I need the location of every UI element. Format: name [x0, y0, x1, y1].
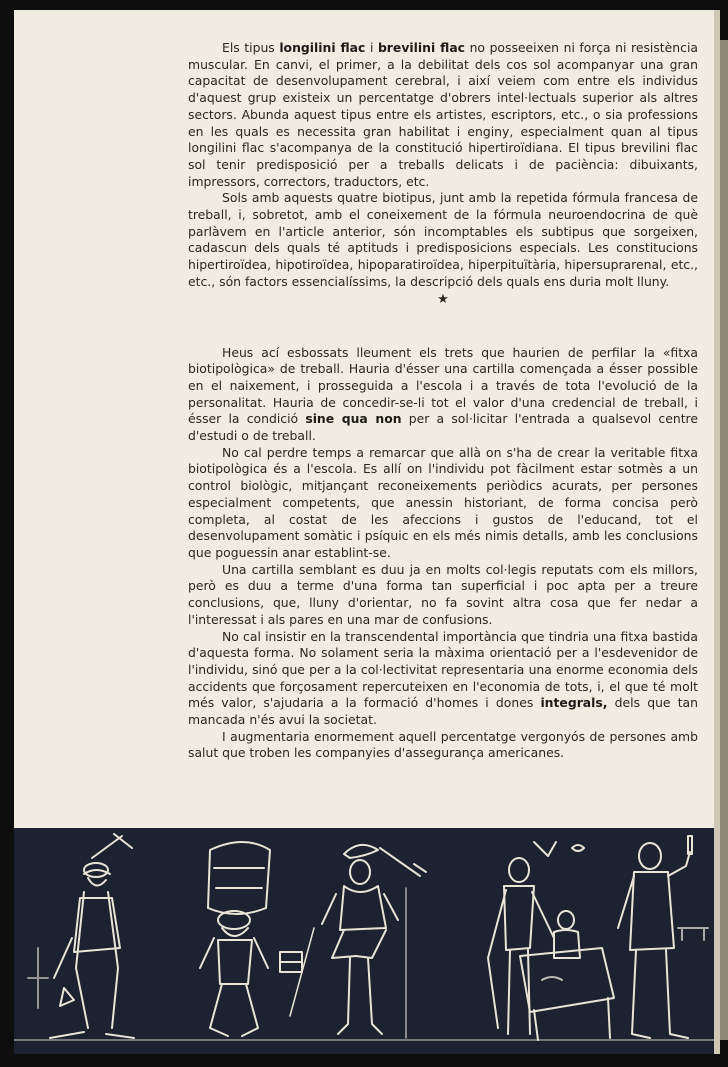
- bold-term: longilini flac: [279, 40, 366, 55]
- article-text: [188, 40, 698, 762]
- text-run: Els tipus: [222, 40, 280, 55]
- text-run: i: [365, 40, 378, 55]
- paragraph: [188, 190, 698, 290]
- miner-figure: [28, 834, 134, 1038]
- text-run: Sols amb aquests quatre biotipus, junt amb la repetida fórmula francesa de treball, i, sobretot, amb el coneixement de la fórmula neuroendocrina de què parlàvem en l'article anterior, són incomptables els subtipus que sorgeixen, cadascun dels quals té aptituds i predisposicions especials. Les constitucions hipertiroïdea, hipotiroïdea, hipoparatiroïdea, hiperpituïtària, hipersuprarenal, etc., etc., són factors essencialíssims, la descripció dels quals ens duria molt lluny.: [188, 190, 698, 289]
- text-block-1: [188, 40, 698, 291]
- paragraph: [188, 345, 698, 445]
- bold-term: brevilini flac: [377, 40, 466, 55]
- text-run: Una cartilla semblant es duu ja en molts col·legis reputats com els millors, però es duu a terme d'una forma tan superficial i poc apta per a treure conclusions, que, lluny d'orientar, no fa sovint altra cosa que fer nedar a l'interessat i als pares en una mar de confusions.: [188, 561, 698, 627]
- text-block-2: [188, 345, 698, 763]
- text-run: No cal perdre temps a remarcar que allà on s'ha de crear la veritable fitxa biotipològica és a l'escola. Es allí on l'individu pot fàcilment estar sotmès a un control biològic, mitjançant reconeixements periòdics acurats, per persones especialment competents, que anessin historiant, de forma concisa però completa, al costat de les afeccions i gustos de l'educand, tot el desenvolupament somàtic i psíquic en els més nimis detalls, amb les conclusions que poguessin anar establint-se.: [188, 444, 698, 560]
- text-run: I augmentaria enormement aquell percentatge vergonyós de persones amb salut que troben les companyies d'assegurança americanes.: [188, 728, 698, 761]
- paragraph: [188, 629, 698, 729]
- illustration-band: [14, 828, 714, 1054]
- text-run: Heus ací esbossats lleument els trets que haurien de perfilar la «fitxa biotipològica» de treball. Hauria d'ésser una cartilla començada a ésser possible en el naixement, i prosseguida a l'escola i a través de tota l'evolució de la personalitat. Hauria de concedir-se-li tot el valor d'una credencial de treball, i ésser la condició: [188, 344, 698, 427]
- workers-illustration: [14, 828, 714, 1054]
- chemist-figure: [618, 836, 708, 1038]
- porter-figure: [200, 842, 302, 1036]
- text-run: per a sol·licitar l'entrada a qualsevol centre d'estudi o de treball.: [188, 411, 698, 444]
- document-page: [14, 10, 714, 1054]
- paragraph: [188, 40, 698, 190]
- text-run: no posseeixen ni força ni resistència muscular. En canvi, el primer, a la debilitat dels cos sol acompanyar una gran capacitat de desenvolupament cerebral, i així veiem com entre els individus d'aquest grup existeix un percentatge d'obrers intel·lectuals superior als altres sectors. Abunda aquest tipus entre els artistes, escriptors, etc., o sia professions en les quals es necessita gran habilitat i enginy, especialment quan al tipus longilini flac s'acompanya de la constitució hipertiroïdiana. El tipus brevilini flac sol tenir predisposició per a treballs delicats i de paciència: dibuixants, impressors, correctors, traductors, etc.: [188, 40, 698, 189]
- text-run: No cal insistir en la transcendental importància que tindria una fitxa bastida d'aquesta forma. No solament seria la màxima orientació per a l'esdevenidor de l'individu, sinó que per a la col·lectivitat representaria una enorme economia dels accidents que forçosament repercuteixen en l'economia de tots, i, el que té molt més valor, s'ajudaria a la formació d'homes i dones: [188, 628, 698, 711]
- cavalier-figure: [290, 845, 426, 1038]
- paragraph: [188, 562, 698, 629]
- next-page-edge: [720, 40, 728, 1040]
- bold-term: sine qua non: [305, 411, 402, 427]
- paragraph: [188, 445, 698, 562]
- text-run: dels que tan mancada n'és avui la societat.: [188, 695, 698, 728]
- paragraph: [188, 729, 698, 762]
- section-separator: ★: [437, 291, 449, 307]
- bold-term: integrals,: [540, 695, 608, 711]
- teacher-figure: [488, 842, 614, 1040]
